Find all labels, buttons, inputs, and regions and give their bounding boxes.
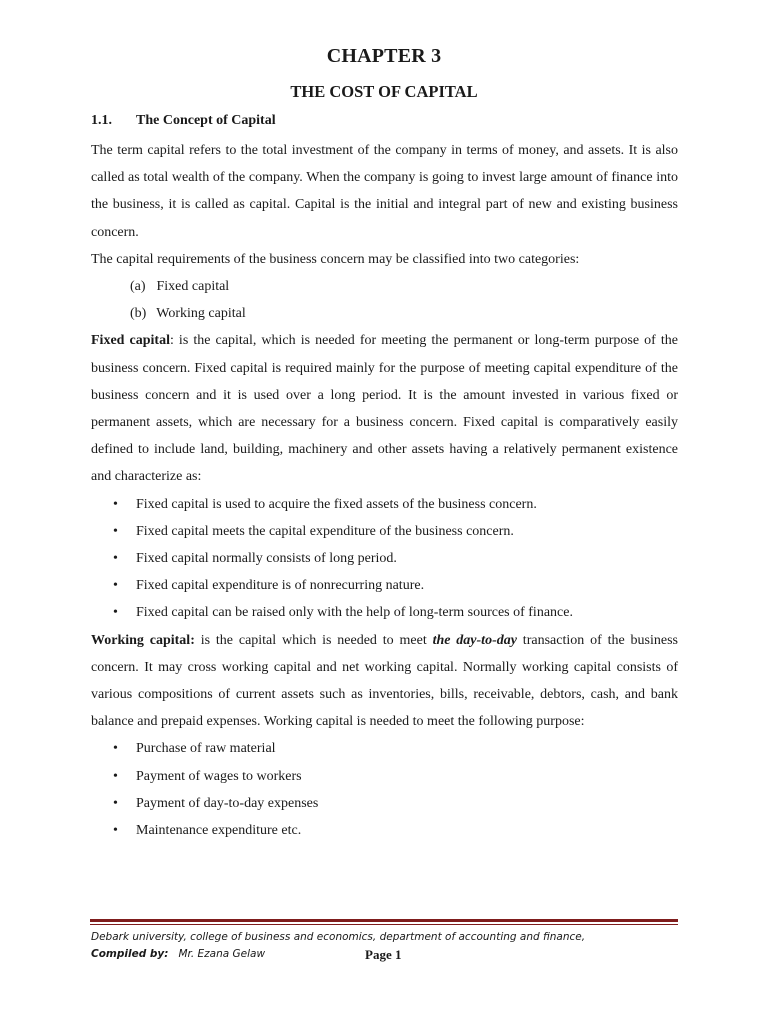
list-item: • Payment of wages to workers: [91, 763, 678, 790]
category-label: (b): [130, 306, 147, 322]
document-body: [91, 137, 678, 844]
working-capital-list: [91, 735, 678, 844]
compiler-name: Mr. Ezana Gelaw: [178, 948, 266, 960]
list-item: • Fixed capital expenditure is of nonrecurring nature.: [91, 572, 678, 599]
category-item: [91, 273, 678, 300]
list-item: • Fixed capital is used to acquire the fixed assets of the business concern.: [91, 491, 678, 518]
intro-paragraph: The term capital refers to the total investment of the company in terms of money, and assets. It is also called as total wealth of the company. When the company is going to invest large amount of finance into the business, it is called as capital. Capital is the initial and integral part of new and existing business concern.: [91, 143, 678, 240]
fixed-capital-list: [91, 491, 678, 627]
working-capital-paragraph: [91, 627, 678, 736]
category-text: Fixed capital: [156, 279, 230, 295]
working-capital-def-after: transaction of the business concern. It may cross working capital and net working capital. Normally working capital consists of various compositions of current assets such as inventories, bills, receivable, debtors, cash, and bank balance and prepaid expenses. Working capital is needed to meet the following purpose:: [91, 632, 678, 730]
footer-compiled-row: [91, 946, 691, 963]
footer-institution: Debark university, college of business and economics, department of accounting and finance,: [91, 931, 586, 943]
fixed-capital-term: Fixed capital: [91, 333, 170, 349]
working-capital-def-before: is the capital which is needed to meet: [194, 632, 433, 648]
chapter-title: THE COST OF CAPITAL: [290, 82, 478, 101]
section-heading: [91, 113, 276, 129]
classification-paragraph: The capital requirements of the business concern may be classified into two categories:: [91, 251, 580, 267]
working-capital-emphasis: the day-to-day: [432, 632, 517, 648]
list-item: • Fixed capital can be raised only with the help of long-term sources of finance.: [91, 599, 678, 626]
list-item: • Payment of day-to-day expenses: [91, 790, 678, 817]
section-title: The Concept of Capital: [136, 113, 276, 128]
category-label: (a): [130, 279, 146, 295]
page-number: Page 1: [365, 947, 402, 962]
page-footer: [91, 929, 691, 963]
category-item: [91, 300, 678, 327]
list-item: • Maintenance expenditure etc.: [91, 817, 678, 844]
chapter-heading: CHAPTER 3: [326, 45, 442, 67]
list-item: • Fixed capital meets the capital expenditure of the business concern.: [91, 518, 678, 545]
list-item: • Purchase of raw material: [91, 735, 678, 762]
fixed-capital-paragraph: [91, 327, 678, 490]
working-capital-term: Working capital:: [91, 632, 195, 648]
section-number: 1.1.: [91, 113, 112, 128]
compiled-by-label: Compiled by:: [91, 948, 169, 960]
list-item: • Fixed capital normally consists of long period.: [91, 545, 678, 572]
footer-divider-thin: [90, 924, 678, 925]
fixed-capital-definition: : is the capital, which is needed for meeting the permanent or long-term purpose of the business concern. Fixed capital is required mainly for the purpose of meeting capital expenditure of the business concern and it is used over a long period. It is the amount invested in various fixed or permanent assets, which are necessary for a business concern. Fixed capital is comparatively easily defined to include land, building, machinery and other assets having a relatively permanent existence and characterize as:: [91, 333, 678, 485]
category-text: Working capital: [156, 306, 246, 322]
footer-divider: [90, 919, 678, 922]
